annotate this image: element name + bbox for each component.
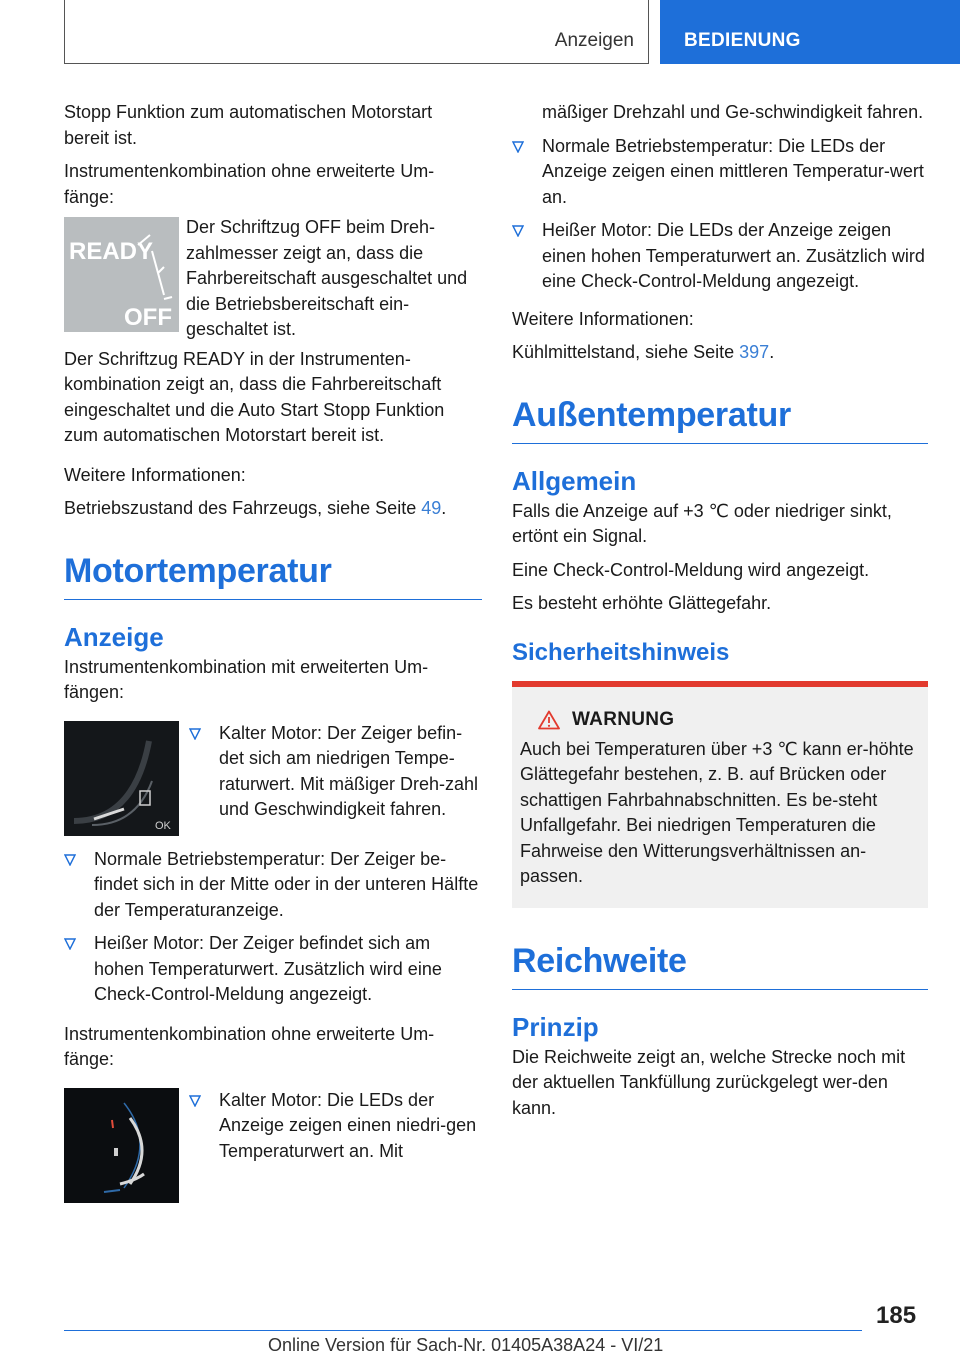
warning-triangle-icon <box>538 710 560 730</box>
paragraph: Instrumentenkombination ohne erweiterte Um‐fänge: <box>64 1023 435 1069</box>
ready-off-display-image <box>64 217 179 343</box>
figure-row-ready-off <box>64 217 482 343</box>
right-column <box>512 100 928 1121</box>
paragraph: Weitere Informationen: <box>512 308 694 329</box>
section-heading: Außentemperatur <box>512 396 928 444</box>
paragraph: Die Reichweite zeigt an, welche Strecke noch mit der aktuellen Tankfüllung zurückgelegt wer‐den kann. <box>512 1046 906 1118</box>
list-item: Normale Betriebstemperatur: Der Zeiger be‐findet sich in der Mitte oder in der unteren Hälfte der Temperaturanzeige. <box>64 847 482 924</box>
left-column <box>64 100 482 1208</box>
paragraph: Betriebszustand des Fahrzeugs, siehe Seite 49. <box>64 498 447 518</box>
off-label: OFF <box>124 304 172 331</box>
list-item: Kalter Motor: Die LEDs der Anzeige zeigen einen niedri‐gen Temperaturwert an. Mit <box>189 1088 482 1165</box>
page-number: 185 <box>876 1302 917 1329</box>
list-item: Normale Betriebstemperatur: Die LEDs der Anzeige zeigen einen mittleren Temperatur‐wert an. <box>512 134 928 211</box>
list-item: Heißer Motor: Der Zeiger befindet sich am hohen Temperaturwert. Zusätzlich wird eine Check-Control-Meldung angezeigt. <box>64 931 482 1008</box>
warning-box <box>512 681 928 908</box>
header-section-box <box>64 0 649 64</box>
ok-label: OK <box>155 819 171 832</box>
paragraph: Stopp Funktion zum automatischen Motorstart bereit ist. <box>64 102 433 148</box>
figure-row-led-gauge <box>64 1088 482 1208</box>
warning-text: Auch bei Temperaturen über +3 ℃ kann er‐höhte Glättegefahr bestehen, z. B. auf Brücken oder schattigen Fahrbahnabschnitten. Es be‐steht Unfallgefahr. Bei niedrigen Temperaturen die Fahrweise den Witterungsverhältnissen an‐passen. <box>520 738 914 886</box>
header-section-title: Anzeigen <box>554 30 634 51</box>
temperature-led-gauge-image <box>64 1088 179 1208</box>
paragraph: Der Schriftzug READY in der Instrumenten‐kombination zeigt an, dass die Fahrbereitschaft eingeschaltet und die Auto Start Stopp Funktion zum automatischen Motorstart bereit ist. <box>64 348 445 445</box>
list-item-continuation: mäßiger Drehzahl und Ge‐schwindigkeit fahren. <box>542 102 924 122</box>
triangle-bullet-icon <box>512 141 524 153</box>
paragraph: Eine Check-Control-Meldung wird angezeigt. <box>512 559 870 580</box>
paragraph: Instrumentenkombination ohne erweiterte Um‐fänge: <box>64 161 435 207</box>
list-item: Kalter Motor: Der Zeiger befin‐det sich am niedrigen Tempe‐raturwert. Mit mäßiger Dreh‐zahl und Geschwindigkeit fahren. <box>189 721 482 823</box>
figure-row-pointer-gauge <box>64 721 482 841</box>
triangle-bullet-icon <box>64 854 76 866</box>
paragraph: Instrumentenkombination mit erweiterten Um‐fängen: <box>64 656 429 702</box>
paragraph: Weitere Informationen: <box>64 464 246 485</box>
subsection-heading: Prinzip <box>512 1011 599 1042</box>
section-heading: Reichweite <box>512 942 928 990</box>
temperature-pointer-gauge-image <box>64 721 179 841</box>
safety-heading: Sicherheitshinweis <box>512 638 730 666</box>
subsection-heading: Allgemein <box>512 465 637 496</box>
footer-text: Online Version für Sach-Nr. 01405A38A24 - VI/21 <box>268 1335 664 1355</box>
ready-label: READY <box>69 238 154 265</box>
triangle-bullet-icon <box>189 728 201 740</box>
warning-title: WARNUNG <box>572 708 675 730</box>
triangle-bullet-icon <box>64 938 76 950</box>
paragraph: Es besteht erhöhte Glättegefahr. <box>512 593 772 613</box>
paragraph: Falls die Anzeige auf +3 ℃ oder niedriger sinkt, ertönt ein Signal. <box>512 500 892 546</box>
triangle-bullet-icon <box>189 1095 201 1107</box>
header-chapter-title: BEDIENUNG <box>684 30 801 51</box>
triangle-bullet-icon <box>512 225 524 237</box>
header-chapter-tab[interactable] <box>660 0 960 64</box>
footer-divider <box>64 1330 862 1331</box>
section-heading: Motortemperatur <box>64 552 482 600</box>
paragraph: Kühlmittelstand, siehe Seite 397. <box>512 342 775 362</box>
list-item: Heißer Motor: Die LEDs der Anzeige zeigen einen hohen Temperaturwert an. Zusätzlich wird eine Check-Control-Meldung angezeigt. <box>512 218 928 295</box>
page-link[interactable]: 49 <box>421 498 442 518</box>
subsection-heading: Anzeige <box>64 621 164 652</box>
figure-caption: Der Schriftzug OFF beim Dreh‐zahlmesser zeigt an, dass die Fahrbereitschaft ausgeschaltet und die Betriebsbereitschaft ein‐geschaltet ist. <box>186 217 468 339</box>
page-link[interactable]: 397 <box>739 342 770 362</box>
